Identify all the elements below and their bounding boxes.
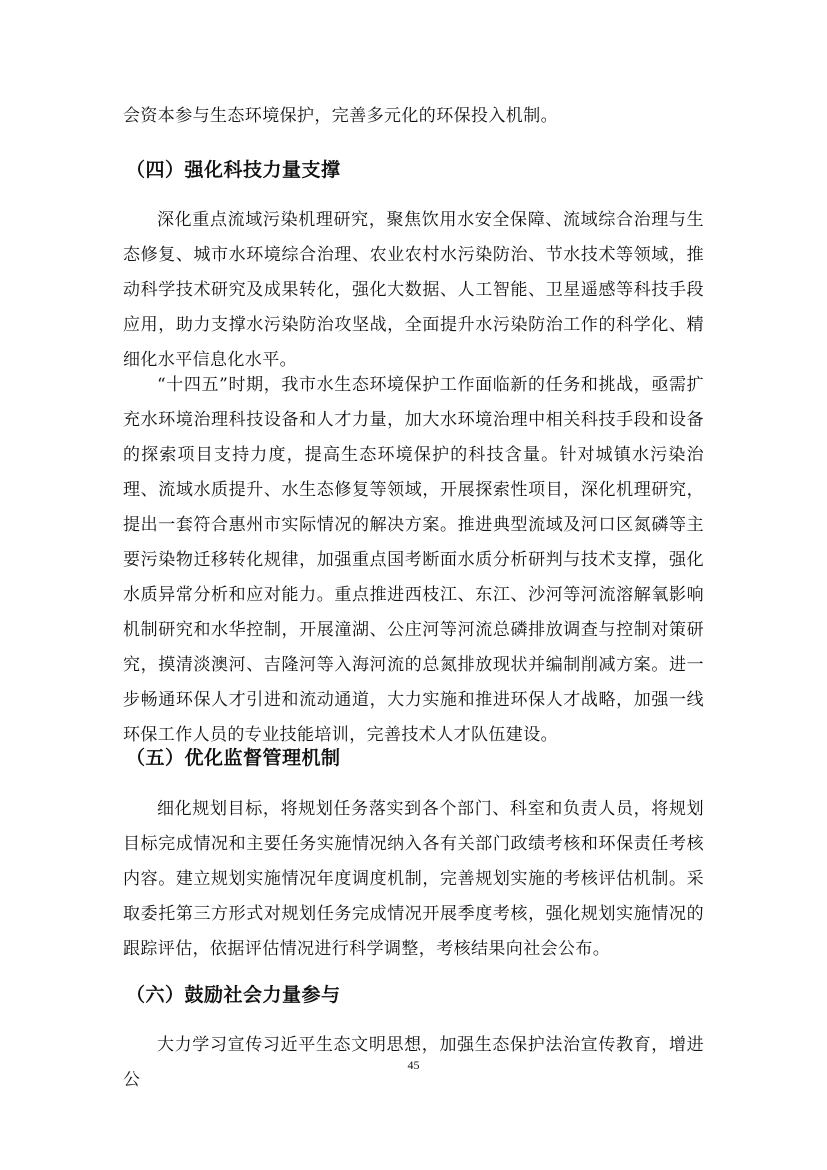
section-4-paragraph-2: “十四五”时期，我市水生态环境保护工作面临新的任务和挑战，亟需扩充水环境治理科技设备和人才力量，加大水环境治理中相关科技手段和设备的探索项目支持力度，提高生态环境保护的科技含量。针对城镇水污染治理、流域水质提升、水生态修复等领域，开展探索性项目，深化机理研究，提出一套符合惠州市实际情况的解决方案。推进典型流域及河口区氮磷等主要污染物迁移转化规律，加强重点国考断面水质分析研判与技术支撑，强化水质异常分析和应对能力。重点推进西枝江、东江、沙河等河流溶解氧影响机制研究和水华控制，开展潼湖、公庄河等河流总磷排放调查与控制对策研究，摸清淡澳河、吉隆河等入海河流的总氮排放现状并编制削减方案。进一步畅通环保人才引进和流动通道，大力实施和推进环保人才战略，加强一线环保工作人员的专业技能培训，完善技术人才队伍建设。 (123, 375, 704, 745)
section-6-paragraph-1: 大力学习宣传习近平生态文明思想，加强生态保护法治宣传教育，增进公 (123, 1035, 704, 1090)
section-heading-6: （六）鼓励社会力量参与 (126, 984, 341, 1006)
continuation-paragraph: 会资本参与生态环境保护，完善多元化的环保投入机制。 (123, 106, 558, 126)
page-number: 45 (407, 1058, 420, 1072)
section-5-paragraph-1: 细化规划目标，将规划任务落实到各个部门、科室和负责人员，将规划目标完成情况和主要任务实施情况纳入各有关部门政绩考核和环保责任考核内容。建立规划实施情况年度调度机制，完善规划实施的考核评估机制。采取委托第三方形式对规划任务完成情况开展季度考核，强化规划实施情况的跟踪评估，依据评估情况进行科学调整，考核结果向社会公布。 (123, 799, 704, 959)
section-heading-5: （五）优化监督管理机制 (126, 747, 341, 769)
section-heading-4: （四）强化科技力量支撑 (126, 159, 341, 181)
section-4-paragraph-1: 深化重点流域污染机理研究，聚焦饮用水安全保障、流域综合治理与生态修复、城市水环境综合治理、农业农村水污染防治、节水技术等领域，推动科学技术研究及成果转化，强化大数据、人工智能、卫星遥感等科技手段应用，助力支撑水污染防治攻坚战，全面提升水污染防治工作的科学化、精细化水平信息化水平。 (123, 210, 704, 370)
